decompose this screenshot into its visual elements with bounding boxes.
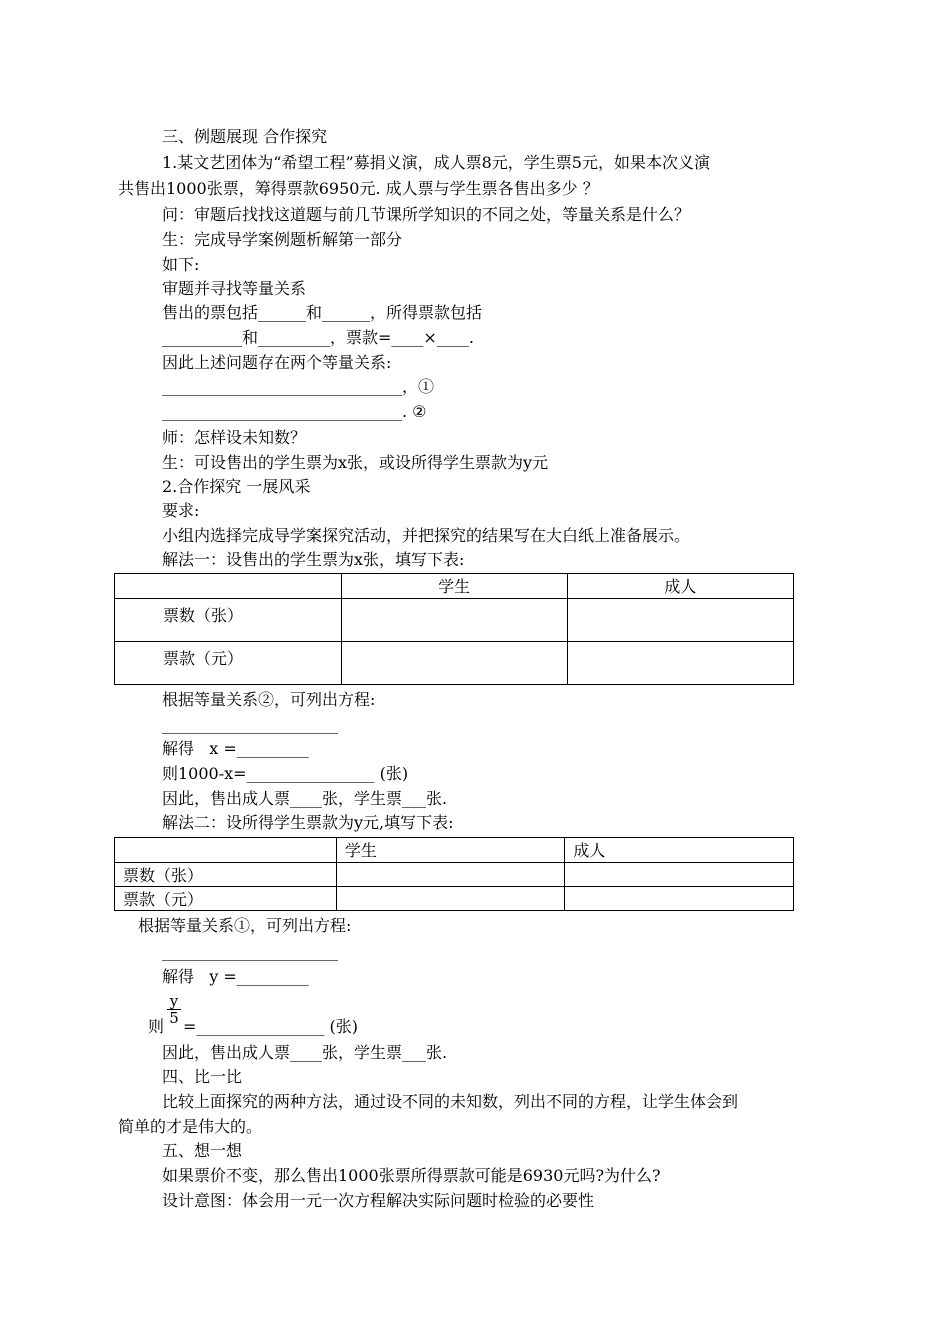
section-heading-3: 三、例题展现 合作探究 (162, 127, 328, 146)
table-cell (341, 599, 567, 642)
table-header-student: 学生 (341, 574, 567, 599)
table-cell (567, 642, 793, 685)
fraction-y-over-5 (167, 993, 181, 1026)
fill-blank-2: __________和_________，票款=____×____. (162, 328, 474, 347)
table-row (115, 887, 794, 911)
table-cell (567, 599, 793, 642)
table-header-cell (115, 574, 342, 599)
design-intent: 设计意图：体会用一元一次方程解决实际问题时检验的必要性 (162, 1191, 595, 1210)
fraction-numerator: y (167, 993, 181, 1010)
fraction-denominator: 5 (169, 1009, 179, 1027)
requirement-text: 小组内选择完成导学案探究活动，并把探究的结果写在大白纸上准备展示。 (162, 526, 691, 545)
then-1000-minus-x: 则1000-x=________________ (张) (162, 764, 409, 783)
result-text-1: 因此，售出成人票____张，学生票___张. (162, 789, 448, 808)
relation-1-blank: ______________________________，① (162, 377, 435, 396)
table-cell (341, 642, 567, 685)
subsection-heading-2: 2.合作探究 一展风采 (162, 477, 311, 496)
question-text: 问：审题后找找这道题与前几节课所学知识的不同之处，等量关系是什么？ (162, 205, 691, 224)
table-cell (565, 887, 794, 911)
relation-2-blank: ______________________________. ② (162, 402, 427, 421)
section-heading-5: 五、想一想 (162, 1141, 243, 1160)
result-text-2: 因此，售出成人票____张，学生票___张. (162, 1043, 448, 1062)
equation-from-relation-2: 根据等量关系②，可列出方程: (162, 690, 376, 709)
method-1-heading: 解法一：设售出的学生票为x张，填写下表: (162, 550, 465, 569)
then-label: 则 (148, 1017, 165, 1036)
table-method-1 (114, 573, 794, 685)
table-row (115, 642, 794, 685)
requirement-label: 要求: (162, 501, 200, 520)
find-relation-text: 审题并寻找等量关系 (162, 279, 307, 298)
solve-x-text: 解得 x =_________ (162, 739, 309, 758)
row-label-ticket-amount: 票款（元） (115, 642, 342, 685)
table-header-adult: 成人 (567, 574, 793, 599)
fill-blank-1: 售出的票包括______和______，所得票款包括 (162, 303, 483, 322)
think-question: 如果票价不变，那么售出1000张票所得票款可能是6930元吗?为什么? (162, 1166, 661, 1185)
section-heading-4: 四、比一比 (162, 1067, 243, 1086)
table-row (115, 574, 794, 599)
row-label-ticket-count: 票数（张） (115, 599, 342, 642)
table-cell (336, 887, 565, 911)
table-cell (336, 863, 565, 887)
problem-text-2: 共售出1000张票，筹得票款6950元. 成人票与学生票各售出多少 ？ (118, 179, 599, 198)
problem-text-1: 1.某文艺团体为“希望工程”募捐义演，成人票8元，学生票5元，如果本次义演 (162, 153, 710, 172)
row-label-ticket-count: 票数（张） (115, 863, 337, 887)
compare-text-2: 简单的才是伟大的。 (118, 1117, 263, 1136)
table-header-cell (115, 838, 337, 863)
compare-text-1: 比较上面探究的两种方法，通过设不同的未知数，列出不同的方程，让学生体会到 (162, 1092, 739, 1111)
row-label-ticket-amount: 票款（元） (115, 887, 337, 911)
student-text: 生：完成导学案例题析解第一部分 (162, 230, 403, 249)
equation-blank-1: ______________________ (162, 715, 338, 734)
table-header-student: 学生 (336, 838, 565, 863)
table-row (115, 599, 794, 642)
table-header-adult: 成人 (565, 838, 794, 863)
as-follows-text: 如下: (162, 255, 200, 274)
table-row (115, 863, 794, 887)
table-method-2 (114, 837, 794, 911)
fraction-result-blank: =________________ (张) (183, 1017, 358, 1036)
teacher-question: 师：怎样设未知数？ (162, 428, 307, 447)
method-2-heading: 解法二：设所得学生票款为y元,填写下表: (162, 813, 454, 832)
equation-blank-2: ______________________ (162, 942, 338, 961)
table-cell (565, 863, 794, 887)
table-row (115, 838, 794, 863)
student-answer: 生：可设售出的学生票为x张，或设所得学生票款为y元 (162, 453, 549, 472)
equation-from-relation-1: 根据等量关系①，可列出方程: (138, 916, 352, 935)
two-relations-text: 因此上述问题存在两个等量关系: (162, 353, 392, 372)
solve-y-text: 解得 y =_________ (162, 967, 309, 986)
